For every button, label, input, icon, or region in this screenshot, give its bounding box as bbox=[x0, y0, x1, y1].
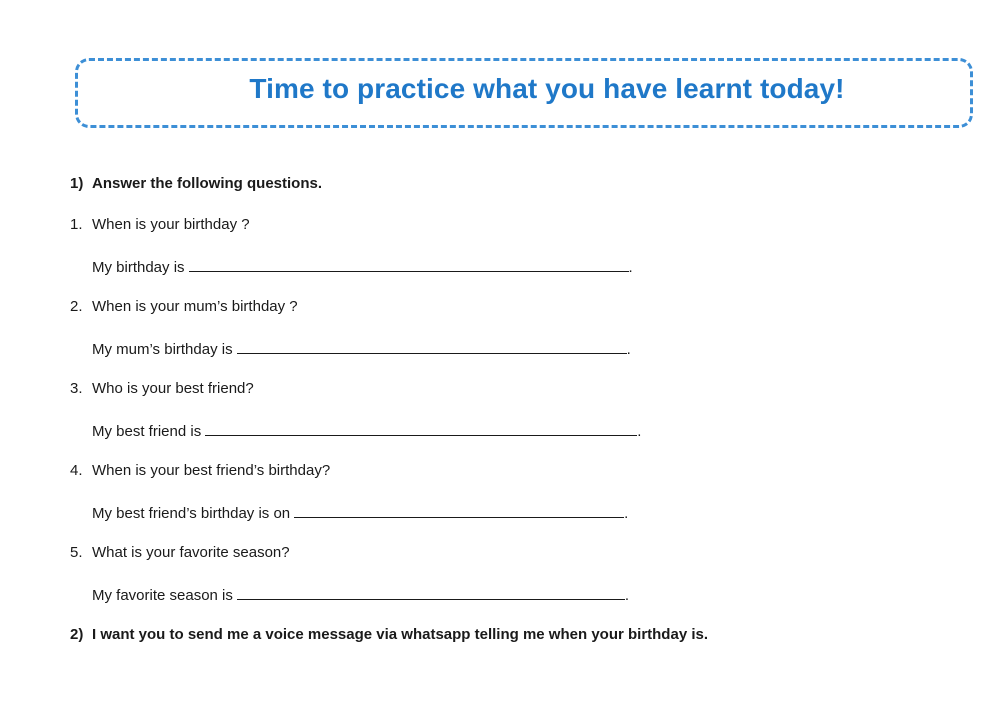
section-number: 1) bbox=[70, 175, 84, 192]
answer-line-1 bbox=[92, 257, 633, 276]
question-text: When is your best friend’s birthday? bbox=[92, 462, 331, 479]
end-period: . bbox=[628, 259, 633, 276]
end-period: . bbox=[624, 505, 629, 522]
question-4 bbox=[70, 462, 330, 479]
end-period: . bbox=[637, 423, 642, 440]
answer-prompt: My mum’s birthday is bbox=[92, 341, 233, 358]
section-text: I want you to send me a voice message via whatsapp telling me when your birthday is. bbox=[92, 626, 709, 643]
section-2-instruction bbox=[70, 626, 708, 643]
answer-blank[interactable] bbox=[237, 339, 627, 354]
title-banner bbox=[75, 58, 973, 128]
question-3 bbox=[70, 380, 254, 397]
end-period: . bbox=[624, 587, 630, 604]
question-text: What is your favorite season? bbox=[92, 544, 290, 561]
answer-prompt: My best friend is bbox=[92, 423, 202, 440]
page-title: Time to practice what you have learnt today! bbox=[249, 73, 845, 104]
question-text: When is your mum’s birthday ? bbox=[92, 298, 298, 315]
answer-line-5 bbox=[92, 585, 629, 604]
question-number: 1. bbox=[70, 216, 83, 233]
end-period: . bbox=[626, 341, 631, 358]
answer-prompt: My birthday is bbox=[92, 259, 185, 276]
question-text: Who is your best friend? bbox=[92, 380, 254, 397]
question-number: 3. bbox=[70, 380, 83, 397]
answer-blank[interactable] bbox=[294, 503, 624, 518]
answer-blank[interactable] bbox=[237, 585, 625, 600]
question-2 bbox=[70, 298, 298, 315]
answer-line-3 bbox=[92, 421, 641, 440]
section-heading: Answer the following questions. bbox=[92, 175, 323, 192]
question-1 bbox=[70, 216, 250, 233]
answer-line-4 bbox=[92, 503, 628, 522]
section-number: 2) bbox=[70, 626, 84, 643]
answer-blank[interactable] bbox=[189, 257, 629, 272]
section-1-heading bbox=[70, 175, 322, 192]
answer-blank[interactable] bbox=[205, 421, 637, 436]
question-5 bbox=[70, 544, 290, 561]
answer-prompt: My best friend’s birthday is on bbox=[92, 505, 291, 522]
answer-prompt: My favorite season is bbox=[92, 587, 233, 604]
question-number: 2. bbox=[70, 298, 83, 315]
question-text: When is your birthday ? bbox=[92, 216, 250, 233]
question-number: 4. bbox=[70, 462, 83, 479]
question-number: 5. bbox=[70, 544, 83, 561]
answer-line-2 bbox=[92, 339, 631, 358]
